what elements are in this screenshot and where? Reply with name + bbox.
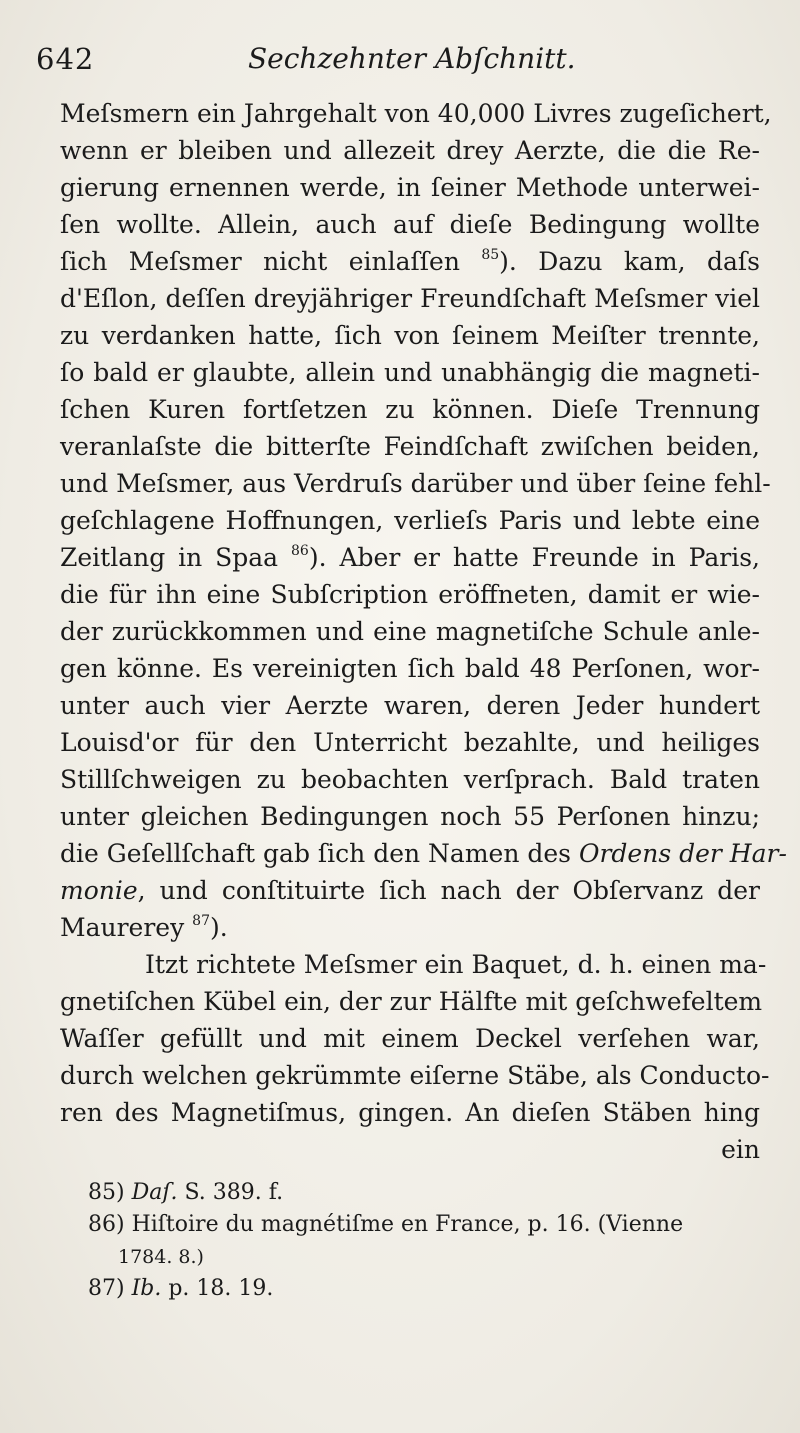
text-line: unter gleichen Bedingungen noch 55 Perſonen hinzu;	[60, 802, 760, 831]
footnote: 85) Daſ. S. 389. f.	[88, 1180, 284, 1205]
text-line: d'Eſlon, deſſen dreyjähriger Freundſchaft Meſsmer viel	[60, 284, 760, 313]
text-line: geſchlagene Hoffnungen, verlieſs Paris und lebte eine	[60, 506, 760, 535]
text-line: ſich Meſsmer nicht einlaſſen $^{85}$). Dazu kam, daſs	[60, 247, 760, 276]
text-line: Waſſer gefüllt und mit einem Deckel verſehen war,	[60, 1024, 760, 1053]
footnote-ref: 87	[192, 913, 210, 929]
text-line: Maurerey $^{87}$).	[60, 913, 228, 942]
text-line: ren des Magnetiſmus, gingen. An dieſen Stäben hing	[60, 1098, 760, 1127]
text-line: unter auch vier Aerzte waren, deren Jeder hundert	[60, 691, 760, 720]
text-line: Louisd'or für den Unterricht bezahlte, und heiliges	[60, 728, 760, 757]
footnote-ref: 85	[481, 247, 500, 263]
footnote: 86) Hiſtoire du magnétiſme en France, p. 16. (Vienne	[88, 1212, 684, 1237]
catchword: ein	[721, 1135, 760, 1164]
text-line: Zeitlang in Spaa $^{86}$). Aber er hatte Freunde in Paris,	[60, 543, 761, 572]
text-line: gen könne. Es vereinigten ſich bald 48 Perſonen, wor-	[60, 654, 760, 683]
page-header	[36, 38, 766, 88]
text-line: die für ihn eine Subſcription eröffneten, damit er wie-	[60, 580, 760, 609]
text-line: der zurückkommen und eine magnetiſche Schule anle-	[60, 617, 760, 646]
text-line: ſo bald er glaubte, allein und unabhängig die magneti-	[60, 358, 760, 387]
text-line: gierung ernennen werde, in ſeiner Methode unterwei-	[60, 173, 760, 202]
text-line: und Meſsmer, aus Verdruſs darüber und über ſeine fehl-	[60, 469, 771, 498]
text-line: gnetiſchen Kübel ein, der zur Hälfte mit geſchwefeltem	[60, 987, 763, 1016]
text-line: ſchen Kuren fortſetzen zu können. Dieſe Trennung	[60, 395, 760, 424]
running-head: Sechzehnter Abſchnitt.	[248, 42, 576, 75]
page-number: 642	[36, 42, 95, 76]
footnote-ref: 86	[291, 543, 309, 559]
text-line: durch welchen gekrümmte eiſerne Stäbe, als Conducto-	[60, 1061, 770, 1090]
text-line: veranlaſste die bitterſte Feindſchaft zwiſchen beiden,	[60, 432, 760, 461]
text-line: ſen wollte. Allein, auch auf dieſe Bedingung wollte	[60, 210, 760, 239]
footnote: 87) Ib. p. 18. 19.	[88, 1276, 274, 1301]
footnote-continuation: 1784. 8.)	[118, 1246, 204, 1268]
text-line: zu verdanken hatte, ſich von ſeinem Meiſter trennte,	[60, 321, 760, 350]
text-line: monie, und conſtituirte ſich nach der Obſervanz der	[60, 876, 760, 905]
text-line: Itzt richtete Meſsmer ein Baquet, d. h. einen ma-	[145, 950, 767, 979]
text-line: Meſsmern ein Jahrgehalt von 40,000 Livres zugeſichert,	[60, 99, 772, 128]
text-line: wenn er bleiben und allezeit drey Aerzte, die die Re-	[60, 136, 760, 165]
text-line: Stillſchweigen zu beobachten verſprach. Bald traten	[60, 765, 760, 794]
text-line: die Geſellſchaft gab ſich den Namen des Ordens der Har-	[60, 839, 787, 868]
